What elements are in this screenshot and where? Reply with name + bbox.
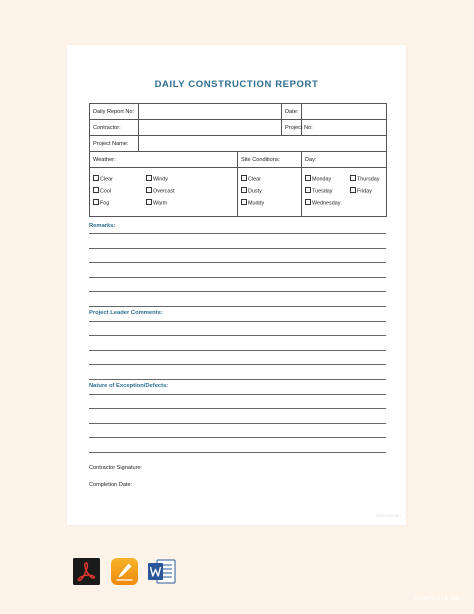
day-option[interactable]: Thursday	[350, 175, 379, 183]
checkbox-icon	[241, 175, 247, 181]
site-condition-option[interactable]: Dusty	[241, 187, 262, 195]
date-field[interactable]	[302, 104, 387, 120]
weather-option[interactable]: Windy	[146, 175, 168, 183]
comments-line[interactable]	[89, 335, 386, 336]
contractor-field[interactable]	[139, 120, 282, 136]
daily-report-no-label: Daily Report No:	[90, 104, 139, 120]
checkbox-icon	[305, 175, 311, 181]
weather-option[interactable]: Cool	[93, 187, 111, 195]
weather-option[interactable]: Clear	[93, 175, 113, 183]
comments-line[interactable]	[89, 321, 386, 322]
remarks-line[interactable]	[89, 277, 386, 278]
document-watermark: TEMPLATE.NET	[375, 514, 402, 518]
project-no-label: Project No:	[282, 120, 302, 136]
site-condition-options	[238, 168, 302, 217]
remarks-line[interactable]	[89, 248, 386, 249]
remarks-line[interactable]	[89, 233, 386, 234]
weather-option[interactable]: Warm	[146, 199, 167, 207]
project-name-label: Project Name:	[90, 136, 139, 152]
checkbox-icon	[241, 199, 247, 205]
checkbox-icon	[146, 199, 152, 205]
checkbox-icon	[241, 187, 247, 193]
site-condition-option[interactable]: Muddy	[241, 199, 264, 207]
pdf-icon[interactable]	[73, 558, 100, 585]
report-header-table	[89, 103, 387, 217]
checkbox-icon	[146, 187, 152, 193]
remarks-line[interactable]	[89, 291, 386, 292]
remarks-line[interactable]	[89, 262, 386, 263]
day-option[interactable]: Wednesday	[305, 199, 340, 207]
daily-report-no-field[interactable]	[139, 104, 282, 120]
remarks-label: Remarks:	[89, 223, 116, 229]
weather-option[interactable]: Overcast	[146, 187, 175, 195]
checkbox-icon	[350, 187, 356, 193]
checkbox-icon	[305, 187, 311, 193]
exceptions-line[interactable]	[89, 394, 386, 395]
exceptions-line[interactable]	[89, 423, 386, 424]
remarks-line[interactable]	[89, 306, 386, 307]
contractor-label: Contractor:	[90, 120, 139, 136]
day-option[interactable]: Tuesday	[305, 187, 332, 195]
checkbox-icon	[146, 175, 152, 181]
checkbox-icon	[93, 187, 99, 193]
exceptions-line[interactable]	[89, 408, 386, 409]
checkbox-icon	[93, 175, 99, 181]
checkbox-icon	[93, 199, 99, 205]
weather-label: Weather:	[90, 152, 238, 168]
day-option[interactable]: Monday	[305, 175, 331, 183]
exceptions-line[interactable]	[89, 452, 386, 453]
date-label: Date:	[282, 104, 302, 120]
project-name-field[interactable]	[139, 136, 387, 152]
weather-options	[90, 168, 238, 217]
day-options	[302, 168, 387, 217]
comments-line[interactable]	[89, 379, 386, 380]
day-option[interactable]: Friday	[350, 187, 372, 195]
word-icon[interactable]	[148, 558, 175, 585]
site-conditions-label: Site Conditions:	[238, 152, 302, 168]
exceptions-label: Nature of Exception/Defects:	[89, 383, 169, 389]
comments-line[interactable]	[89, 350, 386, 351]
document-title: DAILY CONSTRUCTION REPORT	[154, 79, 319, 90]
comments-line[interactable]	[89, 364, 386, 365]
pages-icon[interactable]	[111, 558, 138, 585]
exceptions-line[interactable]	[89, 437, 386, 438]
checkbox-icon	[350, 175, 356, 181]
brand-watermark: TEMPLATE.NET	[414, 596, 465, 602]
contractor-signature-label: Contractor Signature:	[89, 465, 143, 471]
leader-comments-label: Project Leader Comments:	[89, 310, 163, 316]
completion-date-label: Completion Date:	[89, 482, 133, 488]
document-page	[67, 45, 406, 525]
site-condition-option[interactable]: Clear	[241, 175, 261, 183]
day-label: Day:	[302, 152, 387, 168]
checkbox-icon	[305, 199, 311, 205]
project-no-field[interactable]	[302, 120, 387, 136]
weather-option[interactable]: Fog	[93, 199, 109, 207]
